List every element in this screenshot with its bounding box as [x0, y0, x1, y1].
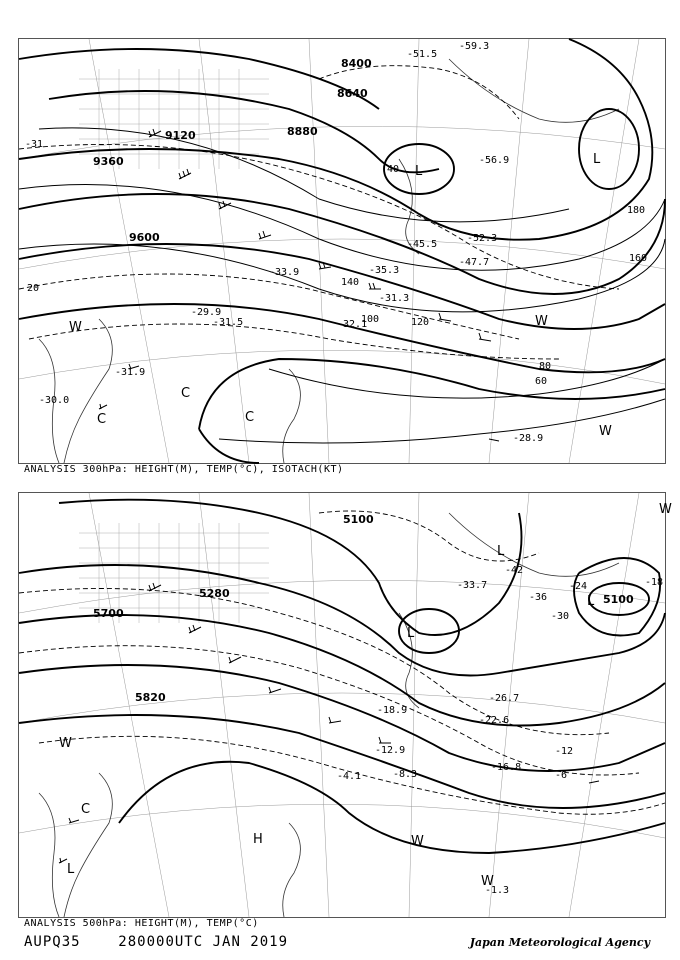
- temp-label: -36: [529, 592, 548, 603]
- temp-label: -47.7: [459, 257, 490, 268]
- temp-label: -29.9: [191, 307, 222, 318]
- temp-label: -12.9: [375, 745, 406, 756]
- isotach-label: 100: [361, 314, 380, 325]
- height-label: 5280: [199, 587, 230, 600]
- low-center-marker: L: [407, 626, 415, 641]
- height-label: 5820: [135, 691, 166, 704]
- temp-label: -35.3: [369, 265, 400, 276]
- wind-barbs-300hpa: [99, 129, 499, 441]
- temp-label: -31: [25, 139, 44, 150]
- high-center-marker: H: [253, 832, 263, 847]
- map-500hpa: [18, 492, 672, 918]
- temp-label: -26.7: [489, 693, 520, 704]
- temperature-isotherms-500hpa: [19, 511, 665, 814]
- temp-label: -6: [555, 770, 568, 781]
- coastlines: [39, 59, 619, 463]
- cold-center-marker: C: [97, 412, 107, 427]
- warm-center-marker: W: [411, 834, 424, 849]
- valid-time: 280000UTC JAN 2019: [118, 934, 289, 950]
- height-label: 9120: [165, 129, 196, 142]
- isotach-label: 80: [539, 361, 552, 372]
- height-contours-500hpa: [19, 500, 665, 853]
- height-label: 8400: [341, 57, 372, 70]
- temp-label: -32.1: [337, 319, 368, 330]
- isotach-labels-300hpa: [27, 164, 647, 387]
- temp-label: -1.3: [485, 885, 510, 896]
- isotach-label: 20: [27, 283, 40, 294]
- isotach-label: 40: [387, 164, 400, 175]
- wind-barbs-500hpa: [59, 583, 599, 863]
- low-center-marker: L: [497, 544, 505, 559]
- height-label: 8640: [337, 87, 368, 100]
- product-id: AUPQ35: [24, 934, 81, 950]
- low-center-marker: L: [67, 862, 75, 877]
- map-500hpa-canvas: [19, 493, 672, 917]
- cold-center-marker: C: [81, 802, 91, 817]
- height-contours-300hpa: [19, 39, 665, 463]
- temp-label: -33.9: [269, 267, 300, 278]
- temp-label: -22.6: [479, 715, 510, 726]
- caption-300hpa: ANALYSIS 300hPa: HEIGHT(M), TEMP(°C), ISOTACH(KT): [24, 464, 344, 475]
- temp-label: -42: [505, 565, 524, 576]
- temperature-isotherms-300hpa: [19, 66, 619, 359]
- low-center-marker: L: [587, 594, 595, 609]
- isotach-label: 60: [535, 376, 548, 387]
- temp-label: -31.5: [213, 317, 244, 328]
- height-labels-300hpa: [93, 57, 372, 244]
- footer-product-line: [24, 934, 288, 950]
- temp-label: -18: [645, 577, 664, 588]
- temp-label: -59.3: [459, 41, 490, 52]
- temp-label: -18.9: [377, 705, 408, 716]
- temp-label: -24: [569, 581, 588, 592]
- caption-500hpa: ANALYSIS 500hPa: HEIGHT(M), TEMP(°C): [24, 918, 259, 929]
- height-label: 8880: [287, 125, 318, 138]
- height-label: 5700: [93, 607, 124, 620]
- isotach-label: 140: [341, 277, 360, 288]
- low-center-marker: L: [415, 164, 423, 179]
- temp-label: -28.9: [513, 433, 544, 444]
- warm-center-marker: W: [481, 874, 494, 889]
- temp-label: -4.1: [337, 771, 362, 782]
- temp-label: -52.3: [467, 233, 498, 244]
- isotach-label: 180: [627, 205, 646, 216]
- temp-label: -8.3: [393, 769, 418, 780]
- warm-center-marker: W: [69, 320, 82, 335]
- height-label: 9600: [129, 231, 160, 244]
- temp-label: -31.3: [379, 293, 410, 304]
- temp-label: -16.8: [491, 762, 522, 773]
- temp-labels-300hpa: [25, 41, 543, 444]
- warm-center-marker: W: [59, 736, 72, 751]
- warm-center-marker: W: [659, 502, 672, 517]
- agency-name: Japan Meteorological Agency: [469, 936, 650, 949]
- height-labels-500hpa: [93, 513, 634, 704]
- height-label: 5100: [343, 513, 374, 526]
- temp-label: -30: [551, 611, 570, 622]
- map-300hpa: [18, 38, 666, 464]
- cold-center-marker: C: [245, 410, 255, 425]
- warm-center-marker: W: [535, 314, 548, 329]
- isotach-label: 120: [411, 317, 430, 328]
- low-center-marker: L: [593, 152, 601, 167]
- map-300hpa-canvas: [19, 39, 665, 463]
- temp-label: -56.9: [479, 155, 510, 166]
- height-label: 5100: [603, 593, 634, 606]
- temp-label: -12: [555, 746, 574, 757]
- warm-center-marker: W: [599, 424, 612, 439]
- temp-label: -33.7: [457, 580, 488, 591]
- height-label: 9360: [93, 155, 124, 168]
- temp-label: -45.5: [407, 239, 438, 250]
- temp-label: -31.9: [115, 367, 146, 378]
- isotach-label: 160: [629, 253, 648, 264]
- cold-center-marker: C: [181, 386, 191, 401]
- temp-label: -30.0: [39, 395, 70, 406]
- temp-label: -51.5: [407, 49, 438, 60]
